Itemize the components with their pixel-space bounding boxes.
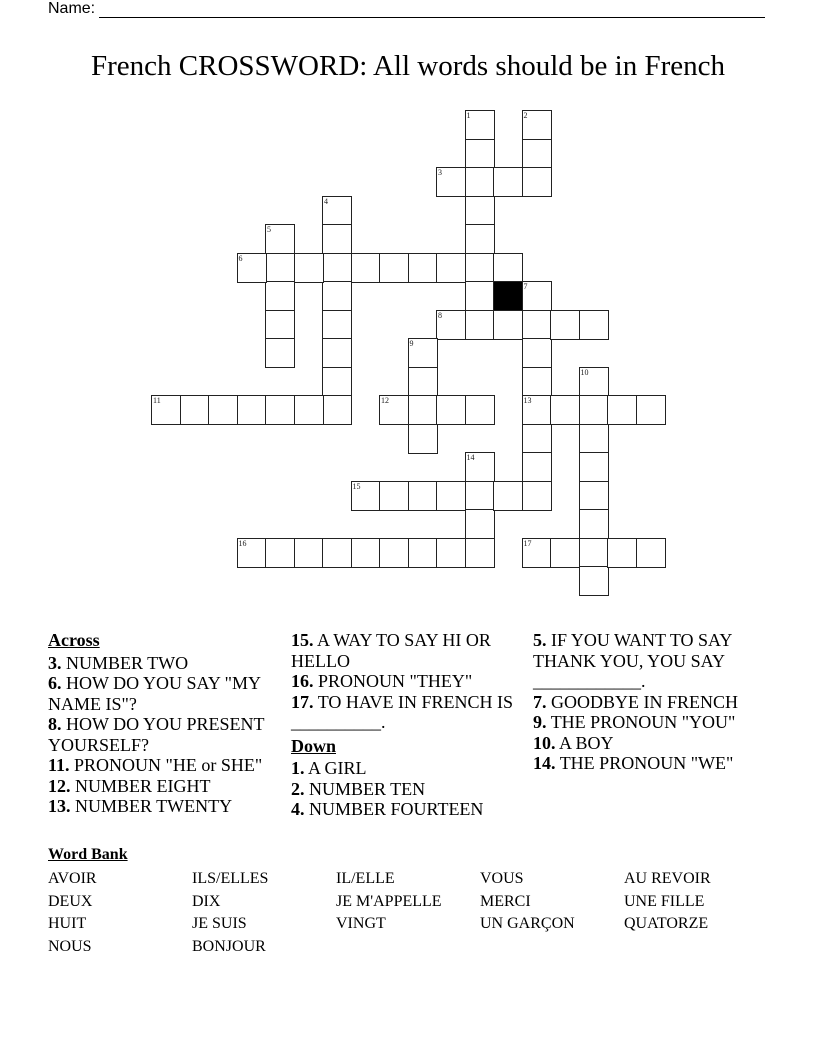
grid-cell[interactable]: [493, 167, 523, 197]
name-blank-line[interactable]: [99, 3, 765, 18]
grid-cell[interactable]: [607, 538, 637, 568]
grid-cell[interactable]: [265, 338, 295, 368]
grid-cell[interactable]: [265, 538, 295, 568]
clue-across-16: 16. PRONOUN "THEY": [291, 671, 473, 691]
clue-across-12: 12. NUMBER EIGHT: [48, 775, 211, 796]
grid-cell[interactable]: [579, 452, 609, 482]
grid-cell[interactable]: [579, 310, 609, 340]
grid-cell[interactable]: [550, 538, 580, 568]
word-bank-item: MERCI: [480, 892, 531, 910]
word-bank-item: JE SUIS: [192, 915, 247, 932]
clue-across-3: 3. NUMBER TWO: [48, 652, 189, 673]
clue-across-17: 17. TO HAVE IN FRENCH IS __________.: [291, 691, 514, 732]
grid-cell[interactable]: [294, 538, 324, 568]
grid-cell[interactable]: [436, 253, 466, 283]
clue-down-10: 10. A BOY: [533, 732, 614, 753]
word-bank: [48, 868, 768, 958]
word-bank-item: QUATORZE: [624, 915, 709, 932]
clue-number: 7: [523, 282, 528, 291]
grid-cell[interactable]: [408, 395, 438, 425]
grid-cell[interactable]: [465, 481, 495, 511]
clues-column-2: [291, 630, 516, 820]
grid-cell[interactable]: [408, 481, 438, 511]
grid-cell[interactable]: [522, 338, 552, 368]
grid-cell[interactable]: [522, 395, 552, 425]
clue-number: 10: [580, 367, 589, 377]
grid-cell[interactable]: [465, 538, 495, 568]
grid-cell[interactable]: [579, 509, 609, 539]
grid-cell[interactable]: [180, 395, 210, 425]
grid-cell[interactable]: [151, 395, 181, 425]
grid-cell[interactable]: [408, 424, 438, 454]
word-bank-item: ILS/ELLES: [192, 870, 269, 887]
grid-cell[interactable]: [265, 224, 295, 254]
grid-cell[interactable]: [237, 253, 267, 283]
word-bank-item: DEUX: [48, 892, 93, 910]
grid-cell[interactable]: [265, 395, 295, 425]
grid-cell[interactable]: [237, 395, 267, 425]
clue-number: 13: [523, 396, 532, 405]
grid-cell[interactable]: [322, 224, 352, 254]
clue-across-6: 6. HOW DO YOU SAY "MY NAME IS"?: [48, 673, 261, 714]
clue-down-14: 14. THE PRONOUN "WE": [533, 753, 734, 773]
word-bank-title: Word Bank: [48, 846, 128, 863]
clue-number: 17: [523, 538, 532, 548]
clue-number: 15: [352, 481, 361, 491]
grid-cell[interactable]: [436, 395, 466, 425]
word-bank-item: UNE FILLE: [624, 892, 705, 910]
grid-cell[interactable]: [379, 253, 409, 283]
grid-cell[interactable]: [379, 395, 409, 425]
clue-number: 8: [438, 310, 442, 320]
grid-cell[interactable]: [522, 367, 552, 397]
grid-cell[interactable]: [465, 281, 495, 311]
grid-cell[interactable]: [379, 538, 409, 568]
clue-number: 9: [409, 339, 414, 348]
word-bank-item: IL/ELLE: [336, 870, 395, 887]
crossword-grid: [151, 110, 665, 596]
grid-cell[interactable]: [636, 538, 666, 568]
word-bank-item: BONJOUR: [192, 937, 266, 955]
clue-down-7: 7. GOODBYE IN FRENCH: [533, 691, 739, 712]
page-title: French CROSSWORD: All words should be in French: [91, 50, 725, 82]
grid-cell[interactable]: [237, 538, 267, 568]
grid-cell[interactable]: [579, 395, 609, 425]
clue-number: 11: [153, 396, 161, 405]
grid-cell[interactable]: [550, 395, 580, 425]
across-heading: Across: [48, 630, 100, 650]
grid-cell[interactable]: [465, 310, 495, 340]
name-field[interactable]: [48, 0, 765, 18]
grid-cell[interactable]: [465, 110, 495, 140]
grid-cell[interactable]: [522, 167, 552, 197]
grid-cell[interactable]: [579, 566, 609, 596]
word-bank-item: AVOIR: [48, 870, 97, 887]
clue-number: 12: [381, 396, 389, 405]
clue-across-8: 8. HOW DO YOU PRESENT YOURSELF?: [48, 714, 265, 755]
grid-cell[interactable]: [436, 481, 466, 511]
grid-cell[interactable]: [522, 452, 552, 482]
word-bank-item: UN GARÇON: [480, 915, 575, 932]
grid-cell[interactable]: [265, 310, 295, 340]
grid-cell[interactable]: [294, 395, 324, 425]
clue-number: 3: [438, 168, 442, 177]
grid-cell[interactable]: [636, 395, 666, 425]
grid-cell[interactable]: [408, 338, 438, 368]
clue-down-2: 2. NUMBER TEN: [291, 778, 426, 799]
grid-cell[interactable]: [351, 253, 381, 283]
grid-cell[interactable]: [522, 538, 552, 568]
clues-column-3: [533, 630, 758, 774]
grid-cell[interactable]: [465, 196, 495, 226]
clue-down-5: 5. IF YOU WANT TO SAY THANK YOU, YOU SAY ____________.: [533, 630, 732, 691]
grid-cell[interactable]: [522, 424, 552, 454]
grid-cell[interactable]: [493, 253, 523, 283]
word-bank-item: DIX: [192, 892, 221, 910]
grid-cell[interactable]: [408, 253, 438, 283]
grid-cell[interactable]: [550, 310, 580, 340]
grid-cell[interactable]: [294, 253, 324, 283]
clue-number: 5: [267, 225, 271, 234]
clue-down-4: 4. NUMBER FOURTEEN: [291, 799, 484, 819]
grid-cell[interactable]: [579, 424, 609, 454]
grid-cell[interactable]: [465, 253, 495, 283]
grid-cell[interactable]: [522, 281, 552, 311]
grid-cell[interactable]: [465, 395, 495, 425]
grid-cell[interactable]: [522, 310, 552, 340]
grid-cell[interactable]: [322, 196, 352, 226]
grid-cell[interactable]: [379, 481, 409, 511]
grid-cell[interactable]: [522, 481, 552, 511]
clue-number: 16: [238, 538, 247, 548]
black-cell: [493, 281, 523, 311]
grid-cell[interactable]: [465, 509, 495, 539]
grid-cell[interactable]: [351, 481, 381, 511]
word-bank-item: AU REVOIR: [624, 870, 711, 887]
grid-cell[interactable]: [436, 538, 466, 568]
clue-number: 2: [523, 111, 528, 120]
clue-number: 6: [238, 253, 243, 263]
grid-cell[interactable]: [408, 538, 438, 568]
word-bank-item: VOUS: [480, 870, 524, 887]
grid-cell[interactable]: [579, 481, 609, 511]
grid-cell[interactable]: [322, 367, 352, 397]
grid-cell[interactable]: [465, 224, 495, 254]
grid-cell[interactable]: [465, 167, 495, 197]
grid-cell[interactable]: [322, 281, 352, 311]
grid-cell[interactable]: [493, 310, 523, 340]
word-bank-item: HUIT: [48, 915, 87, 932]
grid-cell[interactable]: [607, 395, 637, 425]
clue-down-9: 9. THE PRONOUN "YOU": [533, 712, 736, 732]
word-bank-item: JE M'APPELLE: [336, 892, 442, 910]
down-heading: Down: [291, 735, 337, 756]
grid-cell[interactable]: [322, 338, 352, 368]
clue-across-13: 13. NUMBER TWENTY: [48, 796, 233, 816]
clue-down-1: 1. A GIRL: [291, 758, 367, 778]
grid-cell[interactable]: [493, 481, 523, 511]
grid-cell[interactable]: [579, 538, 609, 568]
clue-number: 4: [324, 196, 328, 206]
grid-cell[interactable]: [522, 110, 552, 140]
grid-cell[interactable]: [322, 310, 352, 340]
grid-cell[interactable]: [208, 395, 238, 425]
grid-cell[interactable]: [522, 139, 552, 169]
grid-cell[interactable]: [465, 452, 495, 482]
grid-cell[interactable]: [436, 167, 466, 197]
word-bank-item: NOUS: [48, 937, 92, 955]
grid-cell[interactable]: [465, 139, 495, 169]
word-bank-item: VINGT: [336, 915, 386, 932]
grid-cell[interactable]: [579, 367, 609, 397]
clue-across-11: 11. PRONOUN "HE or SHE": [48, 755, 263, 775]
grid-cell[interactable]: [322, 253, 352, 283]
grid-cell[interactable]: [265, 281, 295, 311]
clue-number: 1: [466, 111, 471, 120]
clue-number: 14: [466, 453, 475, 462]
name-label: Name:: [48, 0, 96, 17]
grid-cell[interactable]: [265, 253, 295, 283]
clue-across-15: 15. A WAY TO SAY HI OR HELLO: [291, 630, 491, 671]
grid-cell[interactable]: [322, 538, 352, 568]
grid-cell[interactable]: [436, 310, 466, 340]
clues-column-1: [48, 630, 273, 817]
grid-cell[interactable]: [408, 367, 438, 397]
grid-cell[interactable]: [322, 395, 352, 425]
grid-cell[interactable]: [351, 538, 381, 568]
